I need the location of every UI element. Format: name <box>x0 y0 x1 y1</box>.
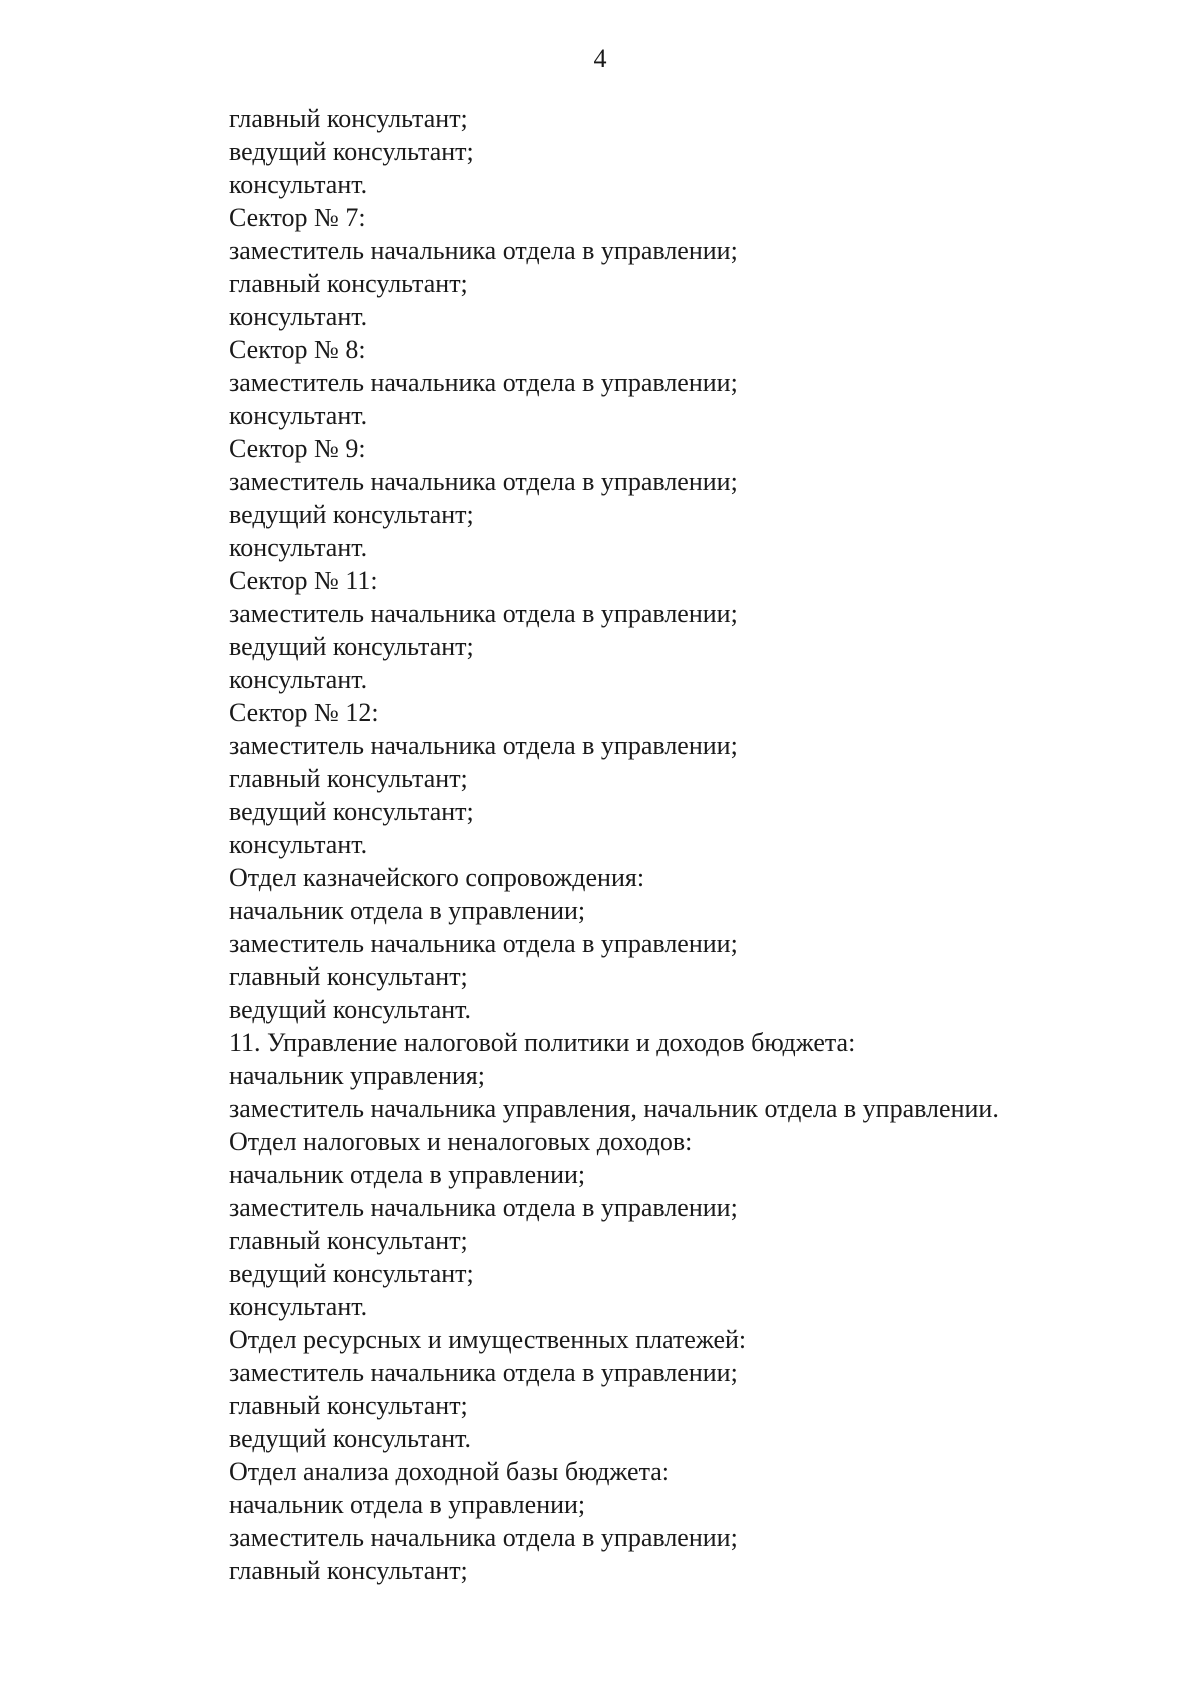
text-line: начальник отдела в управлении; <box>229 1160 586 1189</box>
text-line: заместитель начальника управления, начальник отдела в управлении. <box>229 1094 999 1123</box>
section-heading: Сектор № 7: <box>229 203 366 232</box>
text-line: заместитель начальника отдела в управлении; <box>229 731 738 760</box>
text-line: ведущий консультант; <box>229 1259 474 1288</box>
text-line: заместитель начальника отдела в управлении; <box>229 368 738 397</box>
text-line: главный консультант; <box>229 764 468 793</box>
text-line: заместитель начальника отдела в управлении; <box>229 599 738 628</box>
text-line: ведущий консультант; <box>229 500 474 529</box>
text-line: главный консультант; <box>229 1556 468 1585</box>
text-line: главный консультант; <box>229 1391 468 1420</box>
text-line: заместитель начальника отдела в управлении; <box>229 1193 738 1222</box>
section-heading: Сектор № 8: <box>229 335 366 364</box>
text-line: консультант. <box>229 170 368 199</box>
page-number: 4 <box>593 44 607 73</box>
section-heading: 11. Управление налоговой политики и доходов бюджета: <box>229 1028 856 1057</box>
section-heading: Отдел анализа доходной базы бюджета: <box>229 1457 670 1486</box>
text-line: ведущий консультант. <box>229 1424 472 1453</box>
text-line: начальник отдела в управлении; <box>229 1490 586 1519</box>
text-line: заместитель начальника отдела в управлении; <box>229 236 738 265</box>
text-line: заместитель начальника отдела в управлении; <box>229 1358 738 1387</box>
section-heading: Отдел налоговых и неналоговых доходов: <box>229 1127 693 1156</box>
text-line: начальник управления; <box>229 1061 485 1090</box>
text-line: начальник отдела в управлении; <box>229 896 586 925</box>
text-line: ведущий консультант; <box>229 632 474 661</box>
section-heading: Сектор № 11: <box>229 566 378 595</box>
text-line: консультант. <box>229 665 368 694</box>
text-line: ведущий консультант. <box>229 995 472 1024</box>
section-heading: Отдел ресурсных и имущественных платежей: <box>229 1325 747 1354</box>
text-line: консультант. <box>229 401 368 430</box>
text-line: консультант. <box>229 1292 368 1321</box>
text-line: консультант. <box>229 830 368 859</box>
text-line: консультант. <box>229 302 368 331</box>
text-line: заместитель начальника отдела в управлении; <box>229 467 738 496</box>
section-heading: Отдел казначейского сопровождения: <box>229 863 645 892</box>
text-line: главный консультант; <box>229 1226 468 1255</box>
text-line: главный консультант; <box>229 104 468 133</box>
text-line: главный консультант; <box>229 962 468 991</box>
text-line: ведущий консультант; <box>229 797 474 826</box>
section-heading: Сектор № 12: <box>229 698 379 727</box>
text-line: консультант. <box>229 533 368 562</box>
text-line: заместитель начальника отдела в управлении; <box>229 1523 738 1552</box>
text-line: заместитель начальника отдела в управлении; <box>229 929 738 958</box>
section-heading: Сектор № 9: <box>229 434 366 463</box>
text-line: главный консультант; <box>229 269 468 298</box>
text-line: ведущий консультант; <box>229 137 474 166</box>
